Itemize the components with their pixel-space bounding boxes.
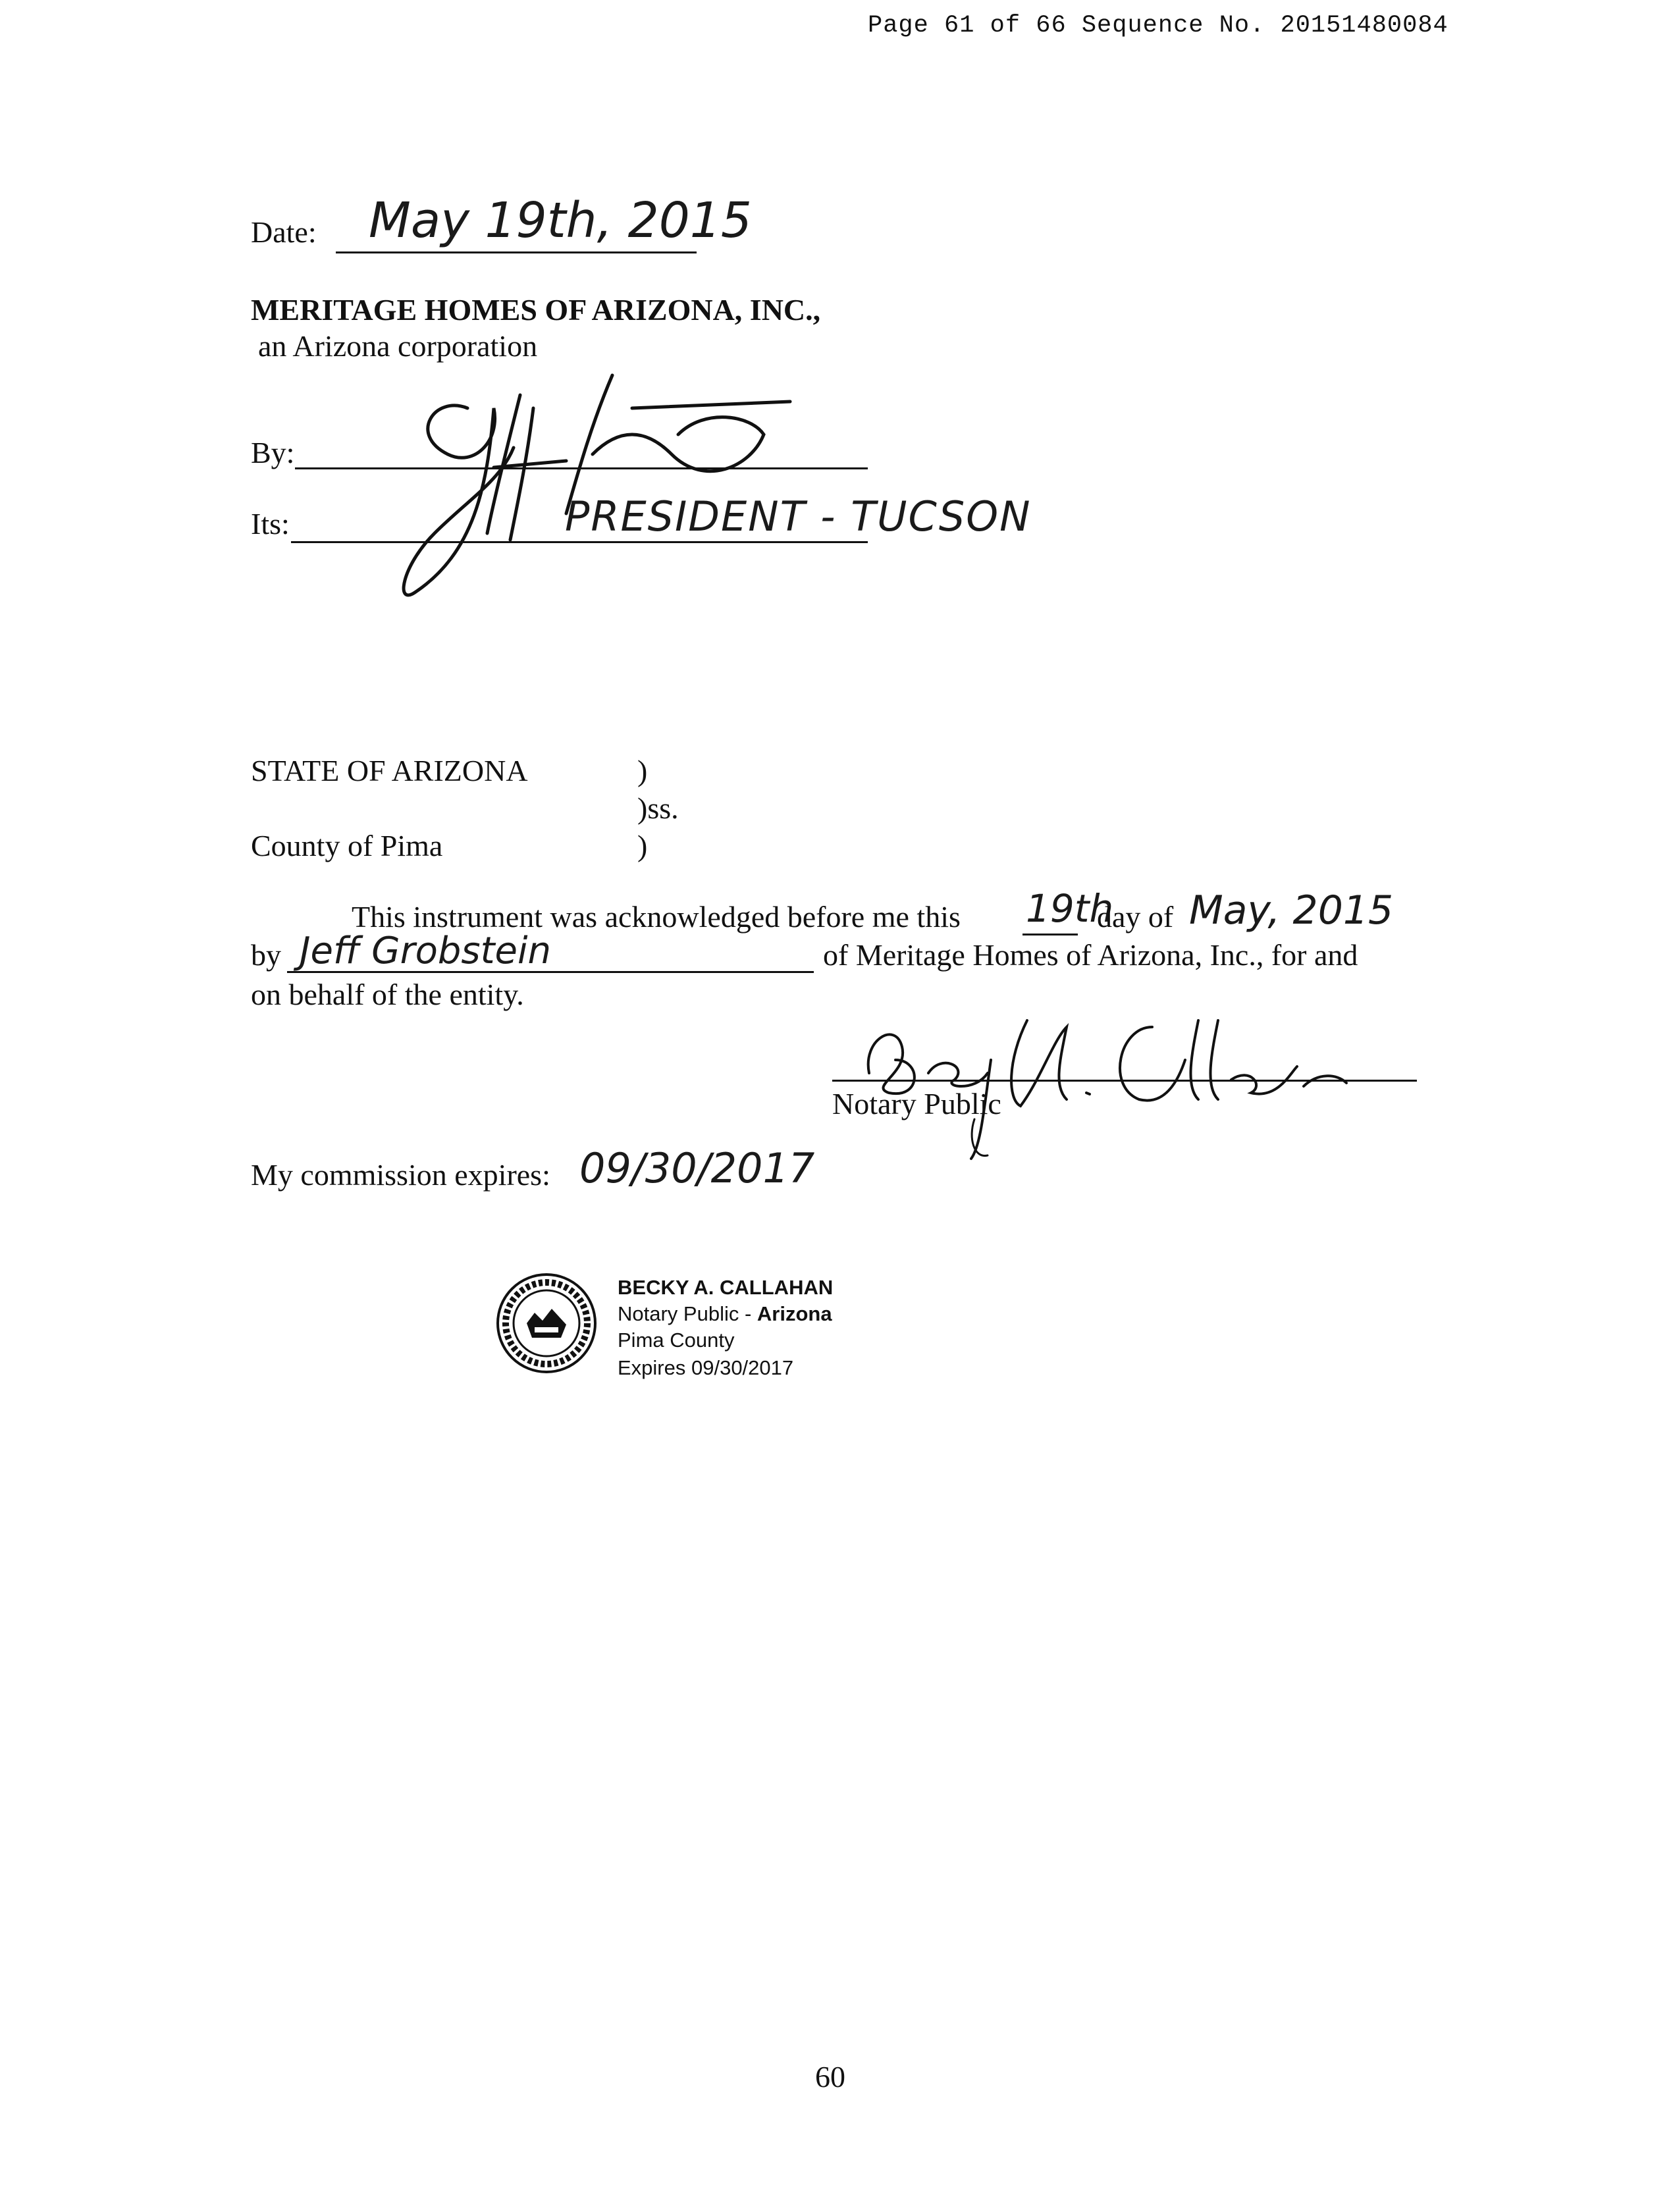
ack-date-handwritten: May, 2015: [1189, 887, 1394, 934]
stamp-title-state: Arizona: [757, 1302, 832, 1325]
its-handwritten: PRESIDENT - TUCSON: [565, 492, 1032, 540]
ack-day-of: day of: [1097, 900, 1174, 934]
paren-3: ): [637, 829, 648, 862]
notary-public-label: Notary Public: [832, 1087, 1001, 1120]
stamp-expires: Expires 09/30/2017: [618, 1356, 794, 1379]
signer-handwritten: Jeff Grobstein: [300, 930, 552, 972]
state-seal-icon: [495, 1272, 598, 1375]
ack-text-2: of Meritage Homes of Arizona, Inc., for and: [823, 938, 1358, 972]
ss-label: )ss.: [637, 791, 679, 825]
ack-text-3: on behalf of the entity.: [251, 978, 524, 1011]
county-label: County of Pima: [251, 829, 443, 862]
page-number: 60: [815, 2060, 845, 2094]
paren-1: ): [637, 754, 648, 787]
commission-label: My commission expires:: [251, 1158, 550, 1192]
date-label: Date:: [251, 215, 317, 249]
ack-day-handwritten: 19th: [1026, 886, 1114, 931]
commission-handwritten: 09/30/2017: [579, 1144, 815, 1192]
date-underline: [336, 251, 697, 253]
state-label: STATE OF ARIZONA: [251, 754, 528, 787]
page-sequence-header: Page 61 of 66 Sequence No. 20151480084: [868, 12, 1448, 40]
stamp-county: Pima County: [618, 1329, 735, 1352]
by-label: By:: [251, 436, 295, 469]
date-handwritten: May 19th, 2015: [369, 192, 752, 249]
stamp-title-prefix: Notary Public -: [618, 1302, 757, 1325]
stamp-title: [618, 1304, 832, 1324]
company-type: an Arizona corporation: [258, 329, 538, 363]
company-name: MERITAGE HOMES OF ARIZONA, INC.,: [251, 293, 821, 327]
ack-text-1: This instrument was acknowledged before me this: [352, 900, 961, 934]
ack-by-label: by: [251, 938, 281, 972]
signature-by: [395, 369, 816, 612]
its-label: Its:: [251, 507, 290, 540]
notary-signature: [856, 1001, 1356, 1165]
ack-day-underline: [1022, 934, 1078, 935]
stamp-name: BECKY A. CALLAHAN: [618, 1276, 834, 1299]
